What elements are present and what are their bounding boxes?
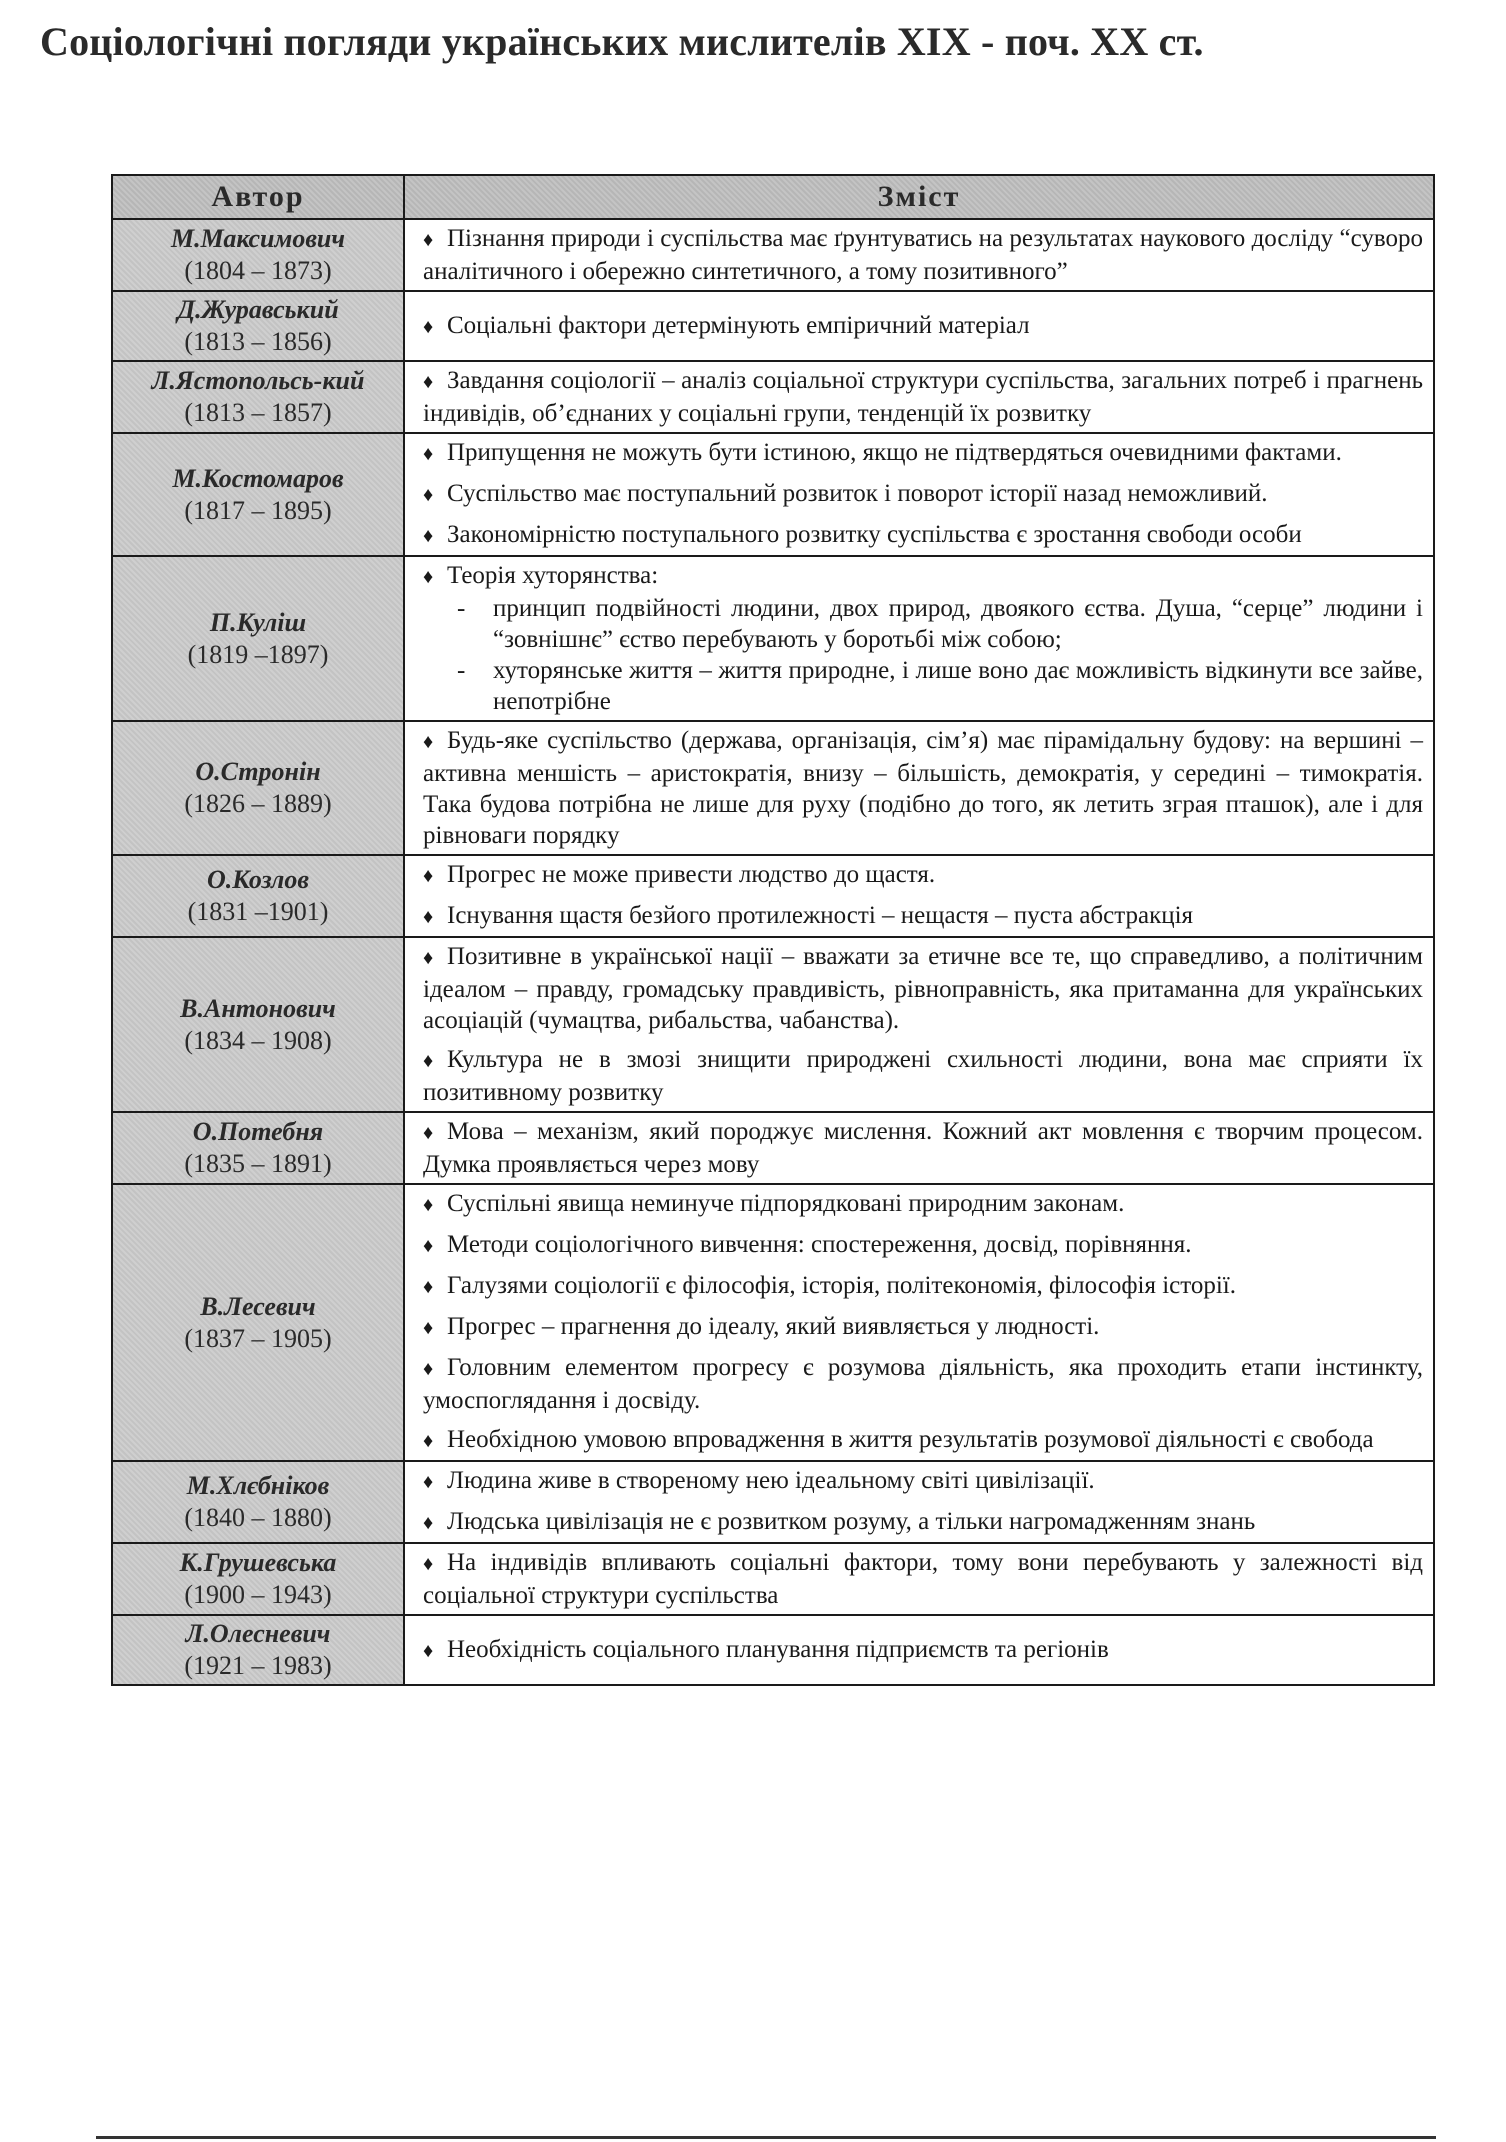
content-text: Будь-яке суспільство (держава, організація, сім’я) має пірамідальну будову: на вершині – активна меншість – аристократія, внизу – більшість, демократія, у середині – тимократія. Така будова потрібна не лише для руху (подібно до того, як летить зграя пташок), але і для рівноваги порядку [423, 727, 1423, 849]
author-name: П.Куліш [209, 607, 307, 637]
bullet-icon: ♦ [423, 731, 434, 753]
content-text: Існування щастя безйого протилежності – нещастя – пуста абстракція [447, 902, 1194, 929]
bullet-icon: ♦ [423, 1512, 434, 1534]
table-row [112, 855, 1434, 937]
table-body [112, 219, 1434, 1685]
author-name: Л.Ястопольсь-кий [151, 366, 365, 395]
content-cell [404, 1461, 1434, 1543]
content-item [423, 223, 1423, 287]
content-item [423, 941, 1423, 1036]
content-text: Суспільні явища неминуче підпорядковані природним законам. [447, 1190, 1125, 1217]
content-text: Культура не в змозі знищити природжені схильності людини, вона має сприяти їх позитивному розвитку [423, 1046, 1423, 1106]
content-item [423, 1044, 1423, 1108]
table-row [112, 1615, 1434, 1685]
author-cell [112, 1543, 404, 1615]
author-cell [112, 1615, 404, 1685]
sub-list [423, 593, 1423, 717]
table-row [112, 721, 1434, 855]
page-title: Соціологічні погляди українських мислителів XIX - поч. XX ст. [40, 19, 1204, 64]
author-years: (1817 – 1895) [184, 495, 332, 525]
author-cell [112, 556, 404, 721]
author-name: В.Лесевич [200, 1291, 316, 1321]
table-row [112, 1112, 1434, 1184]
content-item [423, 900, 1423, 933]
content-item [423, 1634, 1423, 1667]
content-text: Завдання соціології – аналіз соціальної структури суспільства, загальних потреб і прагнень індивідів, об’єднаних у соціальні групи, тенденцій їх розвитку [423, 367, 1423, 427]
author-cell [112, 855, 404, 937]
table-row [112, 1543, 1434, 1615]
author-years: (1900 – 1943) [184, 1580, 332, 1609]
content-cell [404, 1615, 1434, 1685]
author-name: О.Козлов [206, 865, 310, 894]
author-name: Л.Олесневич [185, 1619, 331, 1648]
author-years: (1813 – 1856) [184, 327, 332, 356]
table-row [112, 1461, 1434, 1543]
content-cell [404, 291, 1434, 361]
author-years: (1840 – 1880) [184, 1503, 332, 1532]
author-cell [112, 291, 404, 361]
author-years: (1813 – 1857) [184, 398, 332, 427]
content-cell [404, 556, 1434, 721]
content-cell [404, 361, 1434, 433]
content-text: Людська цивілізація не є розвитком розуму, а тільки нагромадженням знань [447, 1508, 1256, 1535]
bullet-icon: ♦ [423, 1358, 434, 1380]
author-cell [112, 721, 404, 855]
content-text: Галузями соціології є філософія, історія, політекономія, філософія історії. [447, 1272, 1237, 1299]
content-text: Мова – механізм, який породжує мислення. Кожний акт мовлення є творчим процесом. Думка проявляється через мову [423, 1118, 1423, 1178]
bullet-icon: ♦ [423, 525, 434, 547]
table-row [112, 291, 1434, 361]
author-cell [112, 361, 404, 433]
content-item [423, 365, 1423, 429]
author-years: (1826 – 1889) [184, 789, 332, 818]
content-item [423, 478, 1423, 511]
content-item [423, 1188, 1423, 1221]
sub-list-item [435, 655, 1423, 717]
bullet-icon: ♦ [423, 1317, 434, 1339]
content-item [423, 560, 1423, 717]
content-item [423, 1352, 1423, 1416]
author-cell [112, 433, 404, 556]
content-item [423, 1465, 1423, 1498]
bullet-icon: ♦ [423, 1639, 434, 1662]
bullet-icon: ♦ [423, 484, 434, 506]
author-cell [112, 1461, 404, 1543]
dash-icon: - [457, 595, 466, 622]
content-item [423, 1229, 1423, 1262]
author-years: (1819 –1897) [187, 639, 329, 669]
dash-icon: - [457, 657, 466, 684]
content-text: Соціальні фактори детермінують емпіричний матеріал [447, 311, 1030, 339]
content-text: Головним елементом прогресу є розумова діяльність, яка проходить етапи інстинкту, умоспоглядання і досвіду. [423, 1354, 1423, 1414]
content-cell [404, 1543, 1434, 1615]
content-cell [404, 855, 1434, 937]
author-years: (1804 – 1873) [184, 256, 332, 285]
content-text: Суспільство має поступальний розвиток і поворот історії назад неможливий. [447, 480, 1268, 507]
table-row [112, 219, 1434, 291]
bullet-icon: ♦ [423, 1553, 434, 1575]
content-cell [404, 433, 1434, 556]
author-name: О.Стронін [195, 757, 321, 786]
author-years: (1835 – 1891) [184, 1149, 332, 1178]
content-item [423, 519, 1423, 552]
content-text: Припущення не можуть бути істиною, якщо не підтвердяться очевидними фактами. [447, 439, 1342, 466]
bullet-icon: ♦ [423, 1471, 434, 1493]
author-years: (1831 –1901) [187, 897, 329, 926]
bullet-icon: ♦ [423, 1235, 434, 1257]
table-row [112, 937, 1434, 1112]
author-years: (1834 – 1908) [184, 1025, 332, 1055]
author-years: (1837 – 1905) [184, 1323, 332, 1353]
thinkers-table [111, 174, 1435, 1686]
table-row [112, 361, 1434, 433]
header-author: Автор [112, 175, 404, 219]
author-cell [112, 219, 404, 291]
author-name: К.Грушевська [179, 1548, 337, 1577]
header-content: Зміст [404, 175, 1434, 219]
content-item [423, 437, 1423, 470]
bullet-icon: ♦ [423, 1276, 434, 1298]
author-name: О.Потебня [192, 1117, 324, 1146]
author-cell [112, 1184, 404, 1461]
content-text: Методи соціологічного вивчення: спостереження, досвід, порівняння. [447, 1231, 1192, 1258]
table-row [112, 556, 1434, 721]
content-item [423, 859, 1423, 892]
author-cell [112, 1112, 404, 1184]
bullet-icon: ♦ [423, 947, 434, 969]
bullet-icon: ♦ [423, 1194, 434, 1216]
content-item [423, 1547, 1423, 1611]
content-item [423, 1311, 1423, 1344]
bullet-icon: ♦ [423, 1122, 434, 1144]
content-text: Прогрес не може привести людство до щастя. [447, 861, 936, 888]
bullet-icon: ♦ [423, 1050, 434, 1072]
content-text: Теорія хуторянства: [447, 562, 659, 589]
content-item [423, 1506, 1423, 1539]
author-name: В.Антонович [180, 993, 336, 1023]
content-text: Позитивне в української нації – вважати за етичне все те, що справедливо, а політичним ідеалом – правду, громадську правдивість, рівноправність, яка притаманна для українських асоціацій (чумацтва, рибальства, чабанства). [423, 943, 1423, 1034]
content-text: Людина живе в створеному нею ідеальному світі цивілізації. [447, 1467, 1095, 1494]
table-row [112, 433, 1434, 556]
author-name: М.Хлєбніков [186, 1471, 330, 1500]
content-cell [404, 721, 1434, 855]
content-text: Прогрес – прагнення до ідеалу, який виявляється у людності. [447, 1313, 1100, 1340]
table-header-row [112, 175, 1434, 219]
author-cell [112, 937, 404, 1112]
bottom-rule [96, 2136, 1436, 2139]
sub-item-text: принцип подвійності людини, двох природ, двоякого єства. Душа, “серце” людини і “зовнішнє” єство перебувають у боротьбі між собою; [493, 595, 1423, 653]
content-text: Закономірністю поступального розвитку суспільства є зростання свободи особи [447, 521, 1302, 548]
content-text: Пізнання природи і суспільства має ґрунтуватись на результатах наукового досліду “суворо аналітичного і обережно синтетичного, а тому позитивного” [423, 225, 1423, 285]
author-years: (1921 – 1983) [184, 1651, 332, 1680]
content-cell [404, 1184, 1434, 1461]
bullet-icon: ♦ [423, 229, 434, 251]
content-text: На індивідів впливають соціальні фактори, тому вони перебувають у залежності від соціальної структури суспільства [423, 1549, 1423, 1609]
content-text: Необхідною умовою впровадження в життя результатів розумової діяльності є свобода [447, 1426, 1374, 1453]
content-cell [404, 937, 1434, 1112]
content-item [423, 1270, 1423, 1303]
content-item [423, 1116, 1423, 1180]
table-row [112, 1184, 1434, 1461]
bullet-icon: ♦ [423, 865, 434, 887]
bullet-icon: ♦ [423, 443, 434, 465]
bullet-icon: ♦ [423, 1430, 434, 1452]
content-text: Необхідність соціального планування підприємств та регіонів [447, 1635, 1109, 1663]
content-cell [404, 219, 1434, 291]
author-name: М.Костомаров [172, 463, 344, 493]
bullet-icon: ♦ [423, 906, 434, 928]
content-item [423, 1424, 1423, 1457]
bullet-icon: ♦ [423, 371, 434, 393]
sub-item-text: хуторянське життя – життя природне, і лише воно дає можливість відкинути все зайве, непотрібне [493, 657, 1423, 715]
author-name: Д.Журавський [177, 295, 339, 324]
content-item [423, 725, 1423, 851]
author-name: М.Максимович [170, 224, 346, 253]
bullet-icon: ♦ [423, 315, 434, 338]
content-cell [404, 1112, 1434, 1184]
content-item [423, 310, 1423, 343]
bullet-icon: ♦ [423, 566, 434, 588]
sub-list-item [435, 593, 1423, 655]
